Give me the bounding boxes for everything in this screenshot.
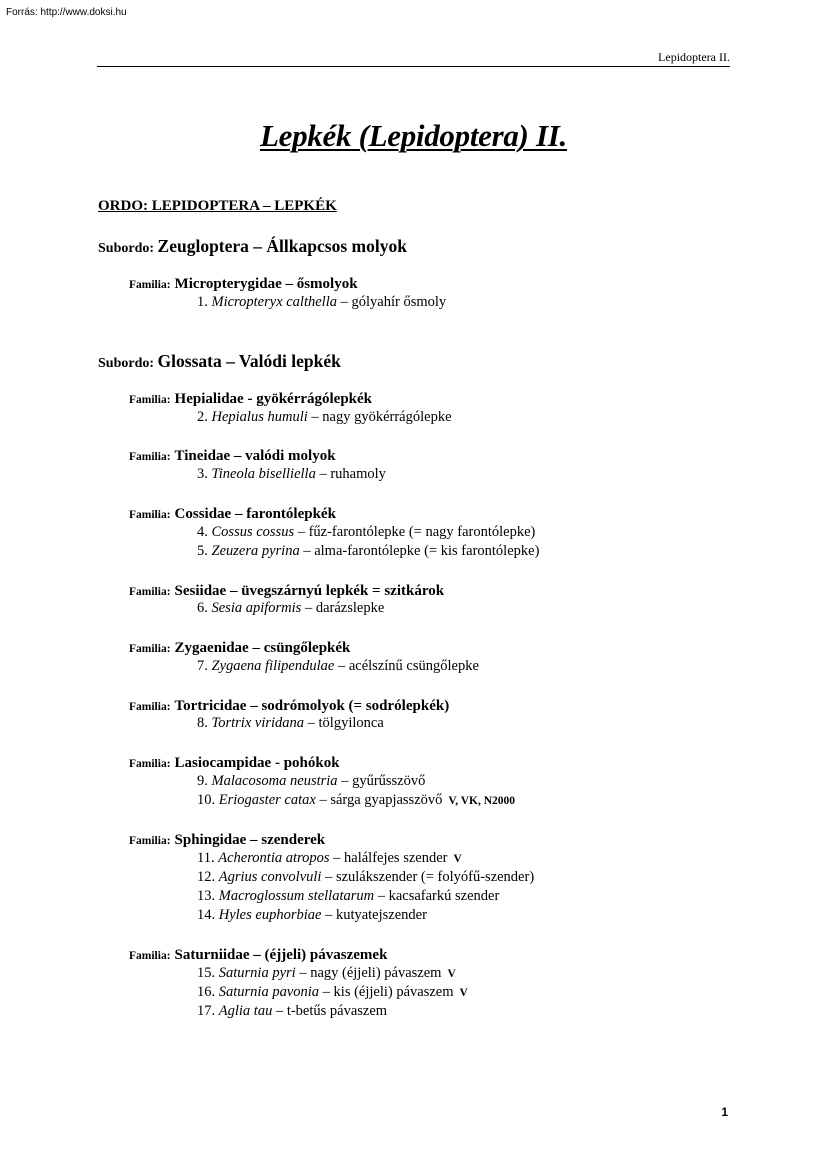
species-latin: Acherontia atropos: [218, 850, 330, 866]
species-latin: Aglia tau: [218, 1003, 273, 1019]
species-item: 3. Tineola biselliella – ruhamoly: [197, 466, 386, 482]
familia-label: Familia:: [129, 394, 171, 406]
familia-heading: [129, 505, 336, 523]
protection-status: V: [447, 968, 456, 980]
species-common: – kacsafarkú szender: [374, 888, 500, 904]
species-latin: Hepialus humuli: [211, 409, 308, 425]
familia-name: Sesiidae – üvegszárnyú lepkék = szitkárok: [174, 583, 445, 599]
species-item: 12. Agrius convolvuli – szulákszender (= folyófű-szender): [197, 869, 535, 885]
species-common: – nagy (éjjeli) pávaszem: [295, 965, 442, 981]
species-item: 6. Sesia apiformis – darázslepke: [197, 600, 385, 616]
species-latin: Macroglossum stellatarum: [218, 888, 375, 904]
familia-label: Familia:: [129, 279, 171, 291]
species-latin: Tortrix viridana: [211, 715, 305, 731]
species-item: 16. Saturnia pavonia – kis (éjjeli) pávaszem V: [197, 984, 468, 1000]
species-common: – alma-farontólepke (= kis farontólepke): [299, 543, 540, 559]
species-item: 10. Eriogaster catax – sárga gyapjasszövő V, VK, N2000: [197, 792, 516, 808]
familia-heading: [129, 754, 340, 772]
species-common: – darázslepke: [301, 600, 385, 616]
species-latin: Malacosoma neustria: [211, 773, 338, 789]
familia-name: Micropterygidae – ősmolyok: [174, 276, 358, 292]
page-number: 1: [721, 1105, 728, 1119]
species-item: 9. Malacosoma neustria – gyűrűsszövő: [197, 773, 426, 789]
familia-heading: [129, 639, 350, 657]
protection-status: V: [453, 853, 462, 865]
species-item: 17. Aglia tau – t-betűs pávaszem: [197, 1003, 388, 1019]
species-latin: Micropteryx calthella: [211, 294, 337, 310]
protection-status: V: [459, 987, 468, 999]
species-item: 7. Zygaena filipendulae – acélszínű csüngőlepke: [197, 658, 479, 674]
familia-heading: [129, 447, 336, 465]
header-rule: [97, 66, 730, 67]
familia-heading: [129, 946, 387, 964]
familia-label: Familia:: [129, 586, 171, 598]
subordo-heading: [98, 351, 341, 372]
familia-label: Familia:: [129, 643, 171, 655]
species-latin: Sesia apiformis: [211, 600, 302, 616]
species-common: – halálfejes szender: [329, 850, 448, 866]
subordo-name: Zeugloptera – Állkapcsos molyok: [157, 236, 407, 256]
subordo-name: Glossata – Valódi lepkék: [157, 351, 341, 371]
source-line: Forrás: http://www.doksi.hu: [6, 7, 127, 18]
species-common: – gólyahír ősmoly: [337, 294, 447, 310]
familia-heading: [129, 582, 444, 600]
subordo-label: Subordo:: [98, 356, 155, 371]
species-latin: Eriogaster catax: [218, 792, 316, 808]
familia-heading: [129, 831, 325, 849]
familia-label: Familia:: [129, 451, 171, 463]
familia-label: Familia:: [129, 509, 171, 521]
subordo-heading: [98, 236, 407, 257]
familia-label: Familia:: [129, 835, 171, 847]
species-common: – fűz-farontólepke (= nagy farontólepke): [294, 524, 536, 540]
subordo-label: Subordo:: [98, 241, 155, 256]
species-common: – t-betűs pávaszem: [272, 1003, 388, 1019]
familia-name: Sphingidae – szenderek: [174, 832, 326, 848]
species-item: 8. Tortrix viridana – tölgyiloncа: [197, 715, 384, 731]
familia-name: Saturniidae – (éjjeli) pávaszemek: [174, 947, 388, 963]
species-latin: Saturnia pyri: [218, 965, 296, 981]
page-title: Lepkék (Lepidoptera) II.: [259, 118, 568, 153]
familia-heading: [129, 697, 449, 715]
protection-status: V, VK, N2000: [448, 795, 516, 807]
familia-name: Tortricidae – sodrómolyok (= sodrólepkék): [174, 698, 450, 714]
familia-heading: [129, 275, 358, 293]
species-common: – tölgyiloncа: [304, 715, 384, 731]
familia-label: Familia:: [129, 950, 171, 962]
species-item: 1. Micropteryx calthella – gólyahír ősmoly: [197, 294, 447, 310]
species-latin: Zygaena filipendulae: [211, 658, 335, 674]
species-latin: Zeuzera pyrina: [211, 543, 300, 559]
species-item: 2. Hepialus humuli – nagy gyökérrágólepke: [197, 409, 452, 425]
species-common: – kutyatejszender: [321, 907, 427, 923]
familia-name: Zygaenidae – csüngőlepkék: [174, 640, 351, 656]
familia-name: Hepialidae - gyökérrágólepkék: [174, 391, 373, 407]
species-common: – ruhamoly: [315, 466, 386, 482]
familia-label: Familia:: [129, 701, 171, 713]
species-latin: Agrius convolvuli: [218, 869, 322, 885]
species-item: 5. Zeuzera pyrina – alma-farontólepke (= kis farontólepke): [197, 543, 540, 559]
species-item: 13. Macroglossum stellatarum – kacsafarkú szender: [197, 888, 500, 904]
species-latin: Tineola biselliella: [211, 466, 316, 482]
familia-name: Cossidae – farontólepkék: [174, 506, 336, 522]
species-latin: Saturnia pavonia: [218, 984, 320, 1000]
species-common: – szulákszender (= folyófű-szender): [321, 869, 535, 885]
species-common: – nagy gyökérrágólepke: [307, 409, 452, 425]
familia-heading: [129, 390, 372, 408]
species-common: – gyűrűsszövő: [337, 773, 426, 789]
familia-name: Tineidae – valódi molyok: [174, 448, 336, 464]
species-item: 11. Acherontia atropos – halálfejes szender V: [197, 850, 462, 866]
species-common: – acélszínű csüngőlepke: [334, 658, 479, 674]
familia-label: Familia:: [129, 758, 171, 770]
species-item: 4. Cossus cossus – fűz-farontólepke (= nagy farontólepke): [197, 524, 536, 540]
species-item: 15. Saturnia pyri – nagy (éjjeli) pávaszem V: [197, 965, 456, 981]
ordo-heading: ORDO: LEPIDOPTERA – LEPKÉK: [98, 198, 337, 214]
species-common: – sárga gyapjasszövő: [315, 792, 443, 808]
species-latin: Hyles euphorbiae: [218, 907, 322, 923]
species-item: 14. Hyles euphorbiae – kutyatejszender: [197, 907, 427, 923]
species-common: – kis (éjjeli) pávaszem: [319, 984, 454, 1000]
species-latin: Cossus cossus: [211, 524, 295, 540]
familia-name: Lasiocampidae - pohókok: [174, 755, 340, 771]
running-head: Lepidoptera II.: [658, 50, 730, 64]
